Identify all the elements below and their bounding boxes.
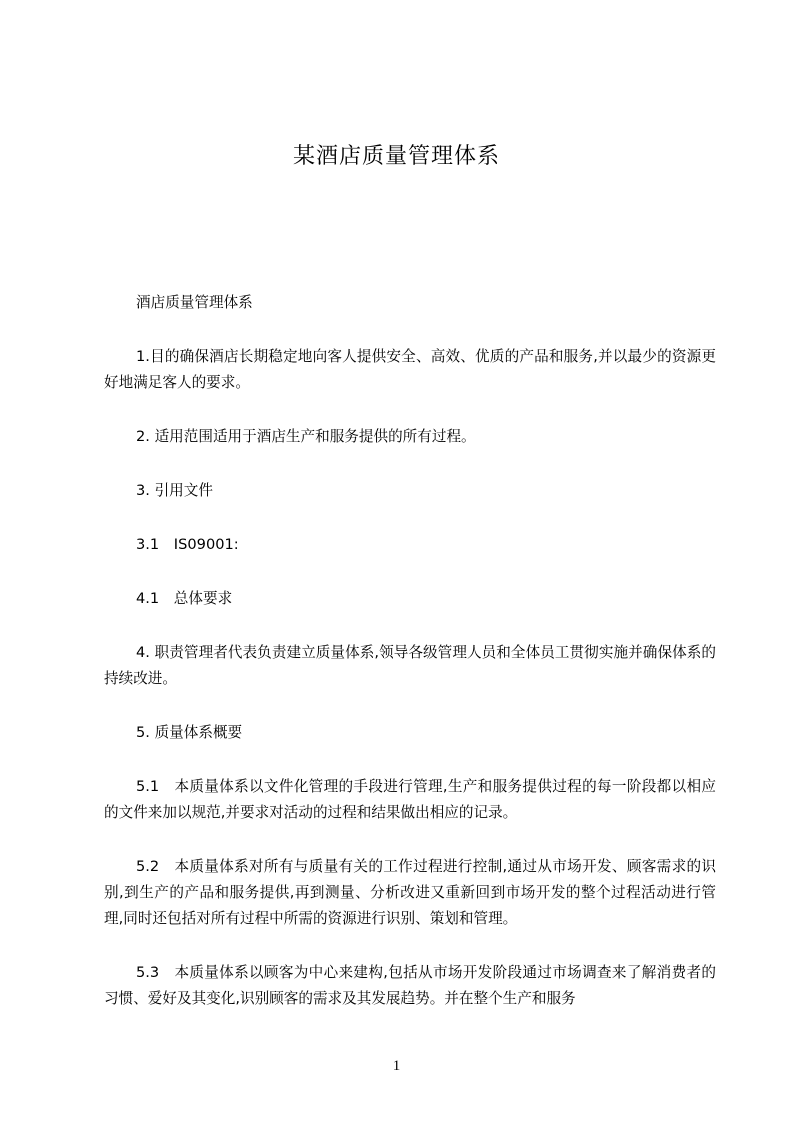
paragraph-scope: 2. 适用范围适用于酒店生产和服务提供的所有过程。	[136, 428, 476, 445]
document-title: 某酒店质量管理体系	[292, 144, 500, 169]
paragraph-5-1: 5.1 本质量体系以文件化管理的手段进行管理,生产和服务提供过程的每一阶段都以相应的文件来加以规范,并要求对活动的过程和结果做出相应的记录。	[104, 778, 716, 821]
paragraph-references: 3. 引用文件	[136, 482, 213, 499]
paragraph-responsibilities: 4. 职责管理者代表负责建立质量体系,领导各级管理人员和全体员工贯彻实施并确保体系的持续改进。	[104, 644, 716, 687]
paragraph-5-3: 5.3 本质量体系以顾客为中心来建构,包括从市场开发阶段通过市场调查来了解消费者的习惯、爱好及其变化,识别顾客的需求及其发展趋势。并在整个生产和服务	[104, 964, 716, 1007]
page-number: 1	[392, 1058, 401, 1074]
paragraph-overview: 5. 质量体系概要	[136, 724, 243, 741]
paragraph-5-2: 5.2 本质量体系对所有与质量有关的工作过程进行控制,通过从市场开发、顾客需求的识别,到生产的产品和服务提供,再到测量、分析改进又重新回到市场开发的整个过程活动进行管理,同时还包括对所有过程中所需的资源进行识别、策划和管理。	[104, 858, 716, 927]
document-body	[104, 290, 716, 1040]
paragraph-heading: 酒店质量管理体系	[136, 294, 253, 311]
paragraph-purpose: 1.目的确保酒店长期稳定地向客人提供安全、高效、优质的产品和服务,并以最少的资源更好地满足客人的要求。	[104, 348, 716, 391]
paragraph-general-requirements: 4.1 总体要求	[136, 590, 233, 607]
paragraph-iso: 3.1 IS09001:	[136, 536, 239, 553]
